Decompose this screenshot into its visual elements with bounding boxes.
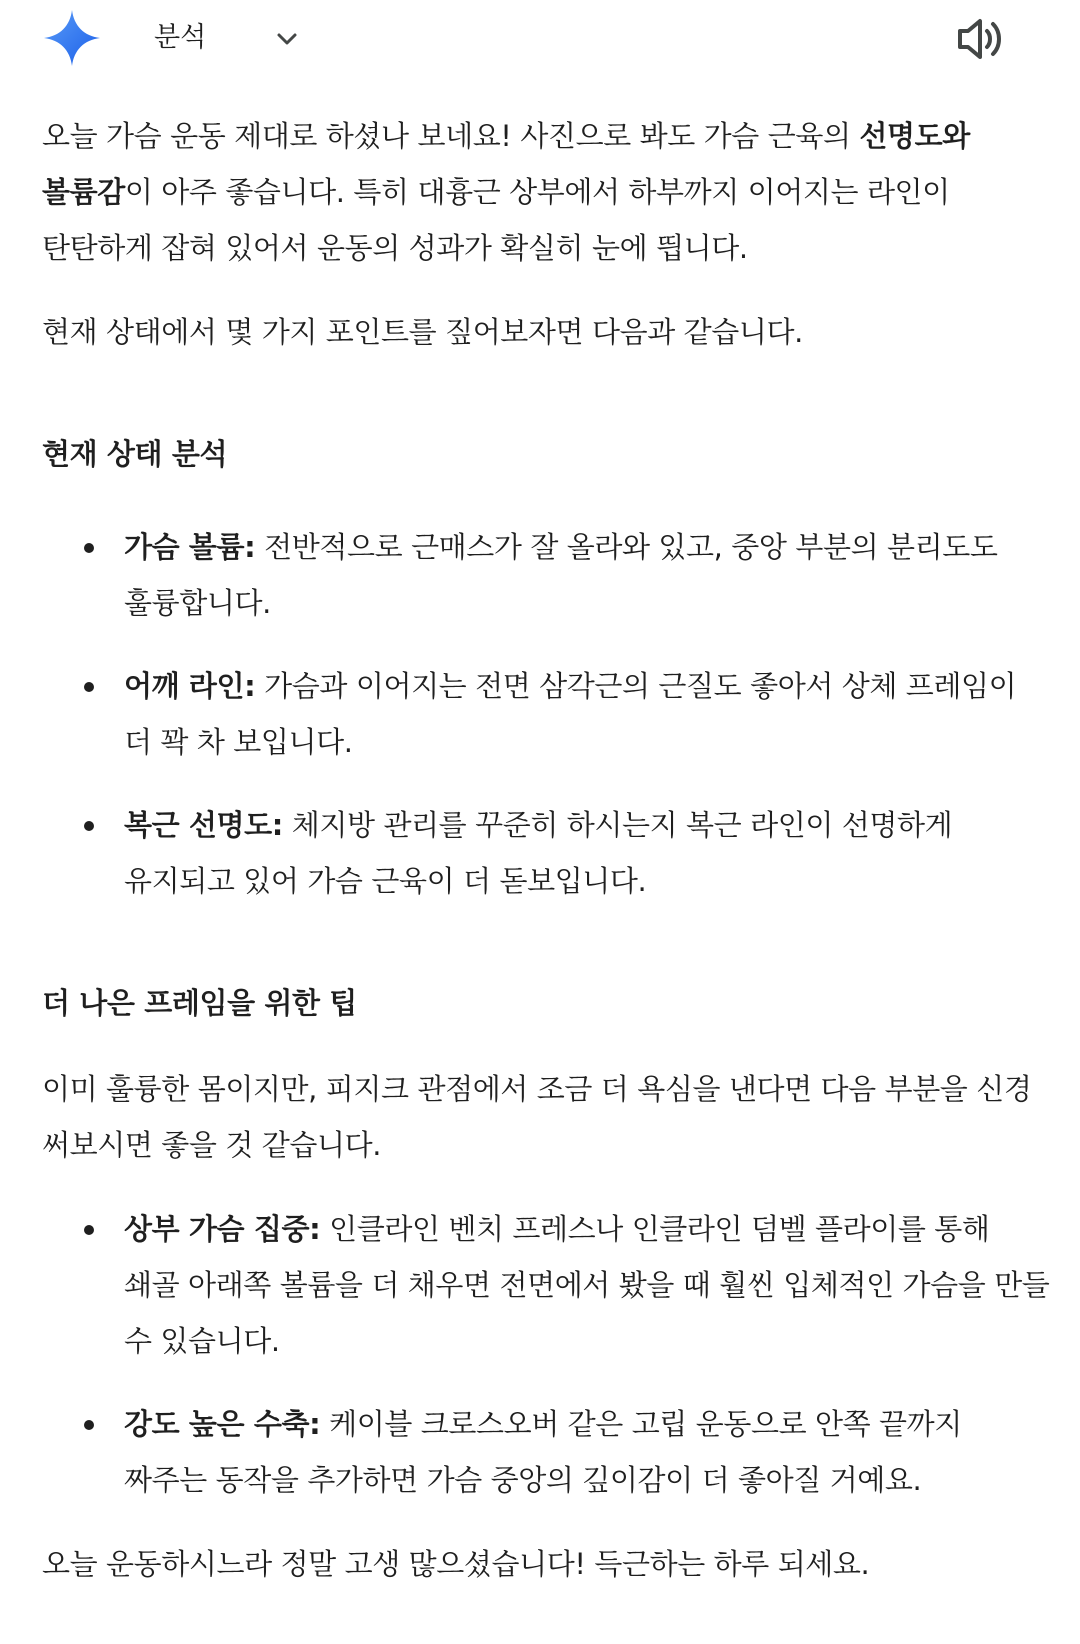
section-heading-tips: 더 나은 프레임을 위한 팁 bbox=[42, 986, 357, 1020]
closing-paragraph: 오늘 운동하시느라 정말 고생 많으셨습니다! 득근하는 하루 되세요. bbox=[42, 1547, 870, 1581]
list-item: 복근 선명도: 체지방 관리를 꾸준히 하시는지 복근 라인이 선명하게 유지되고 있어 가슴 근육이 더 돋보입니다. bbox=[42, 797, 1052, 909]
mode-selector-label[interactable]: 분석 bbox=[154, 22, 207, 53]
chevron-down-icon[interactable] bbox=[272, 24, 302, 54]
tips-list bbox=[42, 1201, 1052, 1508]
response-header bbox=[0, 0, 1080, 80]
bullet-dot bbox=[84, 543, 94, 553]
current-state-list bbox=[42, 519, 1052, 909]
section-heading-current-state: 현재 상태 분석 bbox=[42, 437, 228, 471]
list-item: 어깨 라인: 가슴과 이어지는 전면 삼각근의 근질도 좋아서 상체 프레임이 더 꽉 차 보입니다. bbox=[42, 658, 1052, 770]
response-content bbox=[42, 108, 1052, 1592]
list-item: 강도 높은 수축: 케이블 크로스오버 같은 고립 운동으로 안쪽 끝까지 짜주는 동작을 추가하면 가슴 중앙의 깊이감이 더 좋아질 거예요. bbox=[42, 1396, 1052, 1508]
list-item: 상부 가슴 집중: 인클라인 벤치 프레스나 인클라인 덤벨 플라이를 통해 쇄골 아래쪽 볼륨을 더 채우면 전면에서 봤을 때 훨씬 입체적인 가슴을 만들 수 있습니다. bbox=[42, 1201, 1052, 1369]
bullet-dot bbox=[84, 821, 94, 831]
intro-paragraph-2: 현재 상태에서 몇 가지 포인트를 짚어보자면 다음과 같습니다. bbox=[42, 315, 803, 349]
speaker-icon[interactable] bbox=[954, 14, 1006, 64]
bullet-dot bbox=[84, 1420, 94, 1430]
bullet-dot bbox=[84, 682, 94, 692]
intro-paragraph: 오늘 가슴 운동 제대로 하셨나 보네요! 사진으로 봐도 가슴 근육의 선명도와 볼륨감이 아주 좋습니다. 특히 대흉근 상부에서 하부까지 이어지는 라인이 탄탄하게 잡혀 있어서 운동의 성과가 확실히 눈에 띕니다. bbox=[42, 119, 970, 265]
list-item: 가슴 볼륨: 전반적으로 근매스가 잘 올라와 있고, 중앙 부분의 분리도도 훌륭합니다. bbox=[42, 519, 1052, 631]
tips-intro-paragraph: 이미 훌륭한 몸이지만, 피지크 관점에서 조금 더 욕심을 낸다면 다음 부분을 신경 써보시면 좋을 것 같습니다. bbox=[42, 1072, 1032, 1162]
gemini-sparkle-icon bbox=[42, 8, 102, 68]
bullet-dot bbox=[84, 1225, 94, 1235]
